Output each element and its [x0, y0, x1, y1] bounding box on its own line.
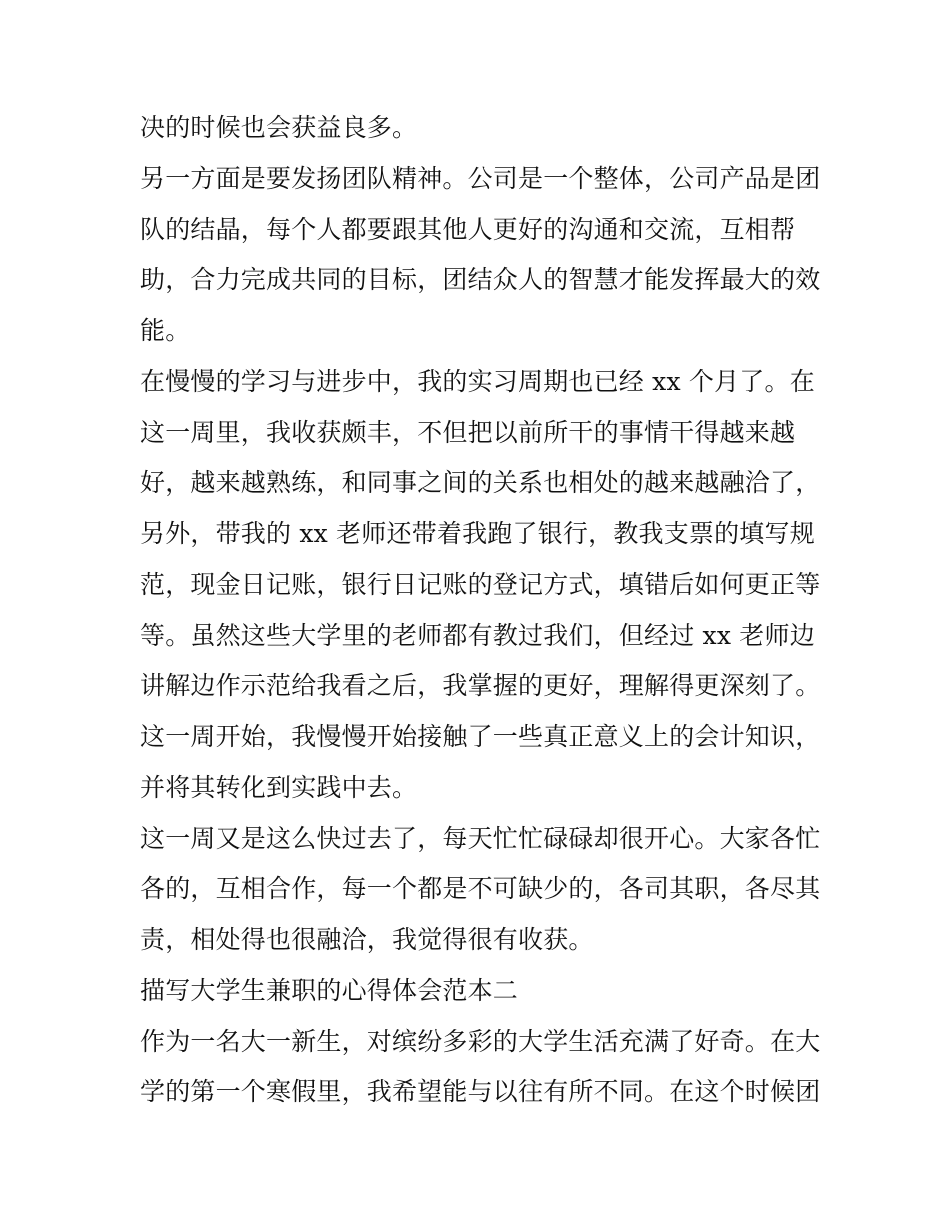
text-line: 并将其转化到实践中去。: [140, 773, 418, 802]
text-line: 各的，互相合作，每一个都是不可缺少的，各司其职，各尽其: [140, 874, 821, 903]
text-line: 助，合力完成共同的目标，团结众人的智慧才能发挥最大的效: [140, 265, 821, 294]
text-line: 这一周里，我收获颇丰，不但把以前所干的事情干得越来越: [140, 418, 796, 447]
text-line: 等。虽然这些大学里的老师都有教过我们，但经过 xx 老师边: [140, 621, 815, 650]
text-line: 另一方面是要发扬团队精神。公司是一个整体，公司产品是团: [140, 164, 821, 193]
text-line: 作为一名大一新生，对缤纷多彩的大学生活充满了好奇。在大: [140, 1027, 821, 1056]
text-line: 范，现金日记账，银行日记账的登记方式，填错后如何更正等: [140, 570, 821, 599]
text-line: 在慢慢的学习与进步中，我的实习周期也已经 xx 个月了。在: [140, 367, 815, 396]
text-line: 学的第一个寒假里，我希望能与以往有所不同。在这个时候团: [140, 1077, 821, 1106]
text-line: 这一周开始，我慢慢开始接触了一些真正意义上的会计知识，: [140, 722, 821, 751]
text-line: 责，相处得也很融洽，我觉得很有收获。: [140, 925, 594, 954]
text-line: 另外，带我的 xx 老师还带着我跑了银行，教我支票的填写规: [140, 519, 815, 548]
section-heading: 描写大学生兼职的心得体会范本二: [140, 976, 519, 1005]
text-line: 这一周又是这么快过去了，每天忙忙碌碌却很开心。大家各忙: [140, 824, 821, 853]
text-line: 讲解边作示范给我看之后，我掌握的更好，理解得更深刻了。: [140, 671, 821, 700]
text-line: 队的结晶，每个人都要跟其他人更好的沟通和交流，互相帮: [140, 215, 796, 244]
text-line: 决的时候也会获益良多。: [140, 113, 418, 142]
text-line: 能。: [140, 316, 191, 345]
text-line: 好，越来越熟练，和同事之间的关系也相处的越来越融洽了，: [140, 468, 821, 497]
